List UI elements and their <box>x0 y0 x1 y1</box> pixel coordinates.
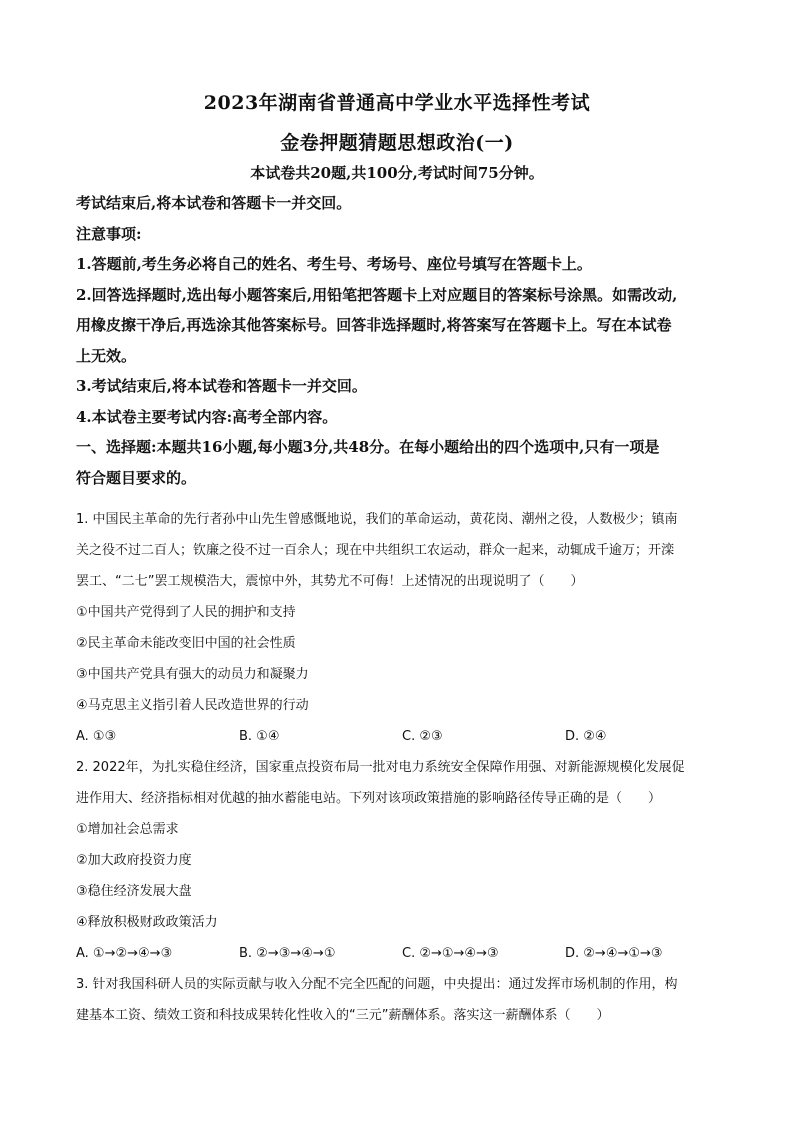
question-1-statement-4: ④马克思主义指引着人民改造世界的行动 <box>76 698 309 713</box>
question-1-options <box>76 721 728 752</box>
exam-info: 本试卷共20题,共100分,考试时间75分钟。 <box>250 164 544 182</box>
question-2-statement-2: ②加大政府投资力度 <box>76 853 192 868</box>
note-item-2-line-3: 上无效。 <box>76 346 137 365</box>
question-1-option-c: C. ②③ <box>402 729 443 744</box>
note-item-2-line-1: 2.回答选择题时,选出每小题答案后,用铅笔把答题卡上对应题目的答案标号涂黑。如需改动, <box>76 285 678 304</box>
question-1 <box>76 504 728 752</box>
question-3-line-2: 建基本工资、绩效工资和科技成果转化性收入的“三元”薪酬体系。落实这一薪酬体系（ ） <box>76 1008 610 1023</box>
question-1-option-b: B. ①④ <box>239 729 280 744</box>
question-1-statement-2: ②民主革命未能改变旧中国的社会性质 <box>76 636 296 651</box>
question-2-line-1: 2. 2022年，为扎实稳住经济，国家重点投资布局一批对电力系统安全保障作用强、对新能源规模化发展促 <box>76 760 685 775</box>
question-2-option-a: A. ①→②→④→③ <box>76 946 173 961</box>
question-2 <box>76 752 728 969</box>
note-item-3: 3.考试结束后,将本试卷和答题卡一并交回。 <box>76 377 367 395</box>
section-heading-line-1: 一、选择题:本题共16小题,每小题3分,共48分。在每小题给出的四个选项中,只有一项是 <box>76 438 660 456</box>
question-2-statement-4: ④释放积极财政政策活力 <box>76 915 218 930</box>
question-3 <box>76 969 728 1031</box>
exam-title: 2023年湖南省普通高中学业水平选择性考试 <box>203 92 591 114</box>
question-2-statement-3: ③稳住经济发展大盘 <box>76 884 192 899</box>
instruction-return: 考试结束后,将本试卷和答题卡一并交回。 <box>76 194 352 212</box>
question-1-option-d: D. ②④ <box>565 729 607 744</box>
question-2-option-b: B. ②→③→④→① <box>239 946 336 961</box>
notes-heading: 注意事项: <box>76 224 142 243</box>
section-heading-line-2: 符合题目要求的。 <box>76 468 197 487</box>
question-2-option-c: C. ②→①→④→③ <box>402 946 499 961</box>
question-2-options <box>76 938 728 969</box>
exam-subject-title: 金卷押题猜题思想政治(一) <box>280 132 514 154</box>
question-2-statement-1: ①增加社会总需求 <box>76 822 179 837</box>
instructions <box>76 188 728 493</box>
question-1-line-3: 罢工、“二七”罢工规模浩大，震惊中外，其势尤不可侮！上述情况的出现说明了（ ） <box>76 574 584 589</box>
question-1-line-1: 1. 中国民主革命的先行者孙中山先生曾感慨地说，我们的革命运动，黄花岗、潮州之役，人数极少；镇南 <box>76 512 678 527</box>
question-3-line-1: 3. 针对我国科研人员的实际贡献与收入分配不完全匹配的问题，中央提出：通过发挥市场机制的作用，构 <box>76 977 678 992</box>
question-1-statement-3: ③中国共产党具有强大的动员力和凝聚力 <box>76 667 309 682</box>
question-1-line-2: 关之役不过二百人；钦廉之役不过一百余人；现在中共组织工农运动，群众一起来，动辄成千逾万；开滦 <box>76 543 675 558</box>
question-1-statement-1: ①中国共产党得到了人民的拥护和支持 <box>76 605 296 620</box>
question-2-option-d: D. ②→④→①→③ <box>565 946 663 961</box>
question-2-line-2: 进作用大、经济指标相对优越的抽水蓄能电站。下列对该项政策措施的影响路径传导正确的是（ ） <box>76 791 662 806</box>
question-1-option-a: A. ①③ <box>76 729 117 744</box>
note-item-2-line-2: 用橡皮擦干净后,再选涂其他答案标号。回答非选择题时,将答案写在答题卡上。写在本试卷 <box>76 316 672 334</box>
note-item-4: 4.本试卷主要考试内容:高考全部内容。 <box>76 407 338 426</box>
note-item-1: 1.答题前,考生务必将自己的姓名、考生号、考场号、座位号填写在答题卡上。 <box>76 255 592 273</box>
